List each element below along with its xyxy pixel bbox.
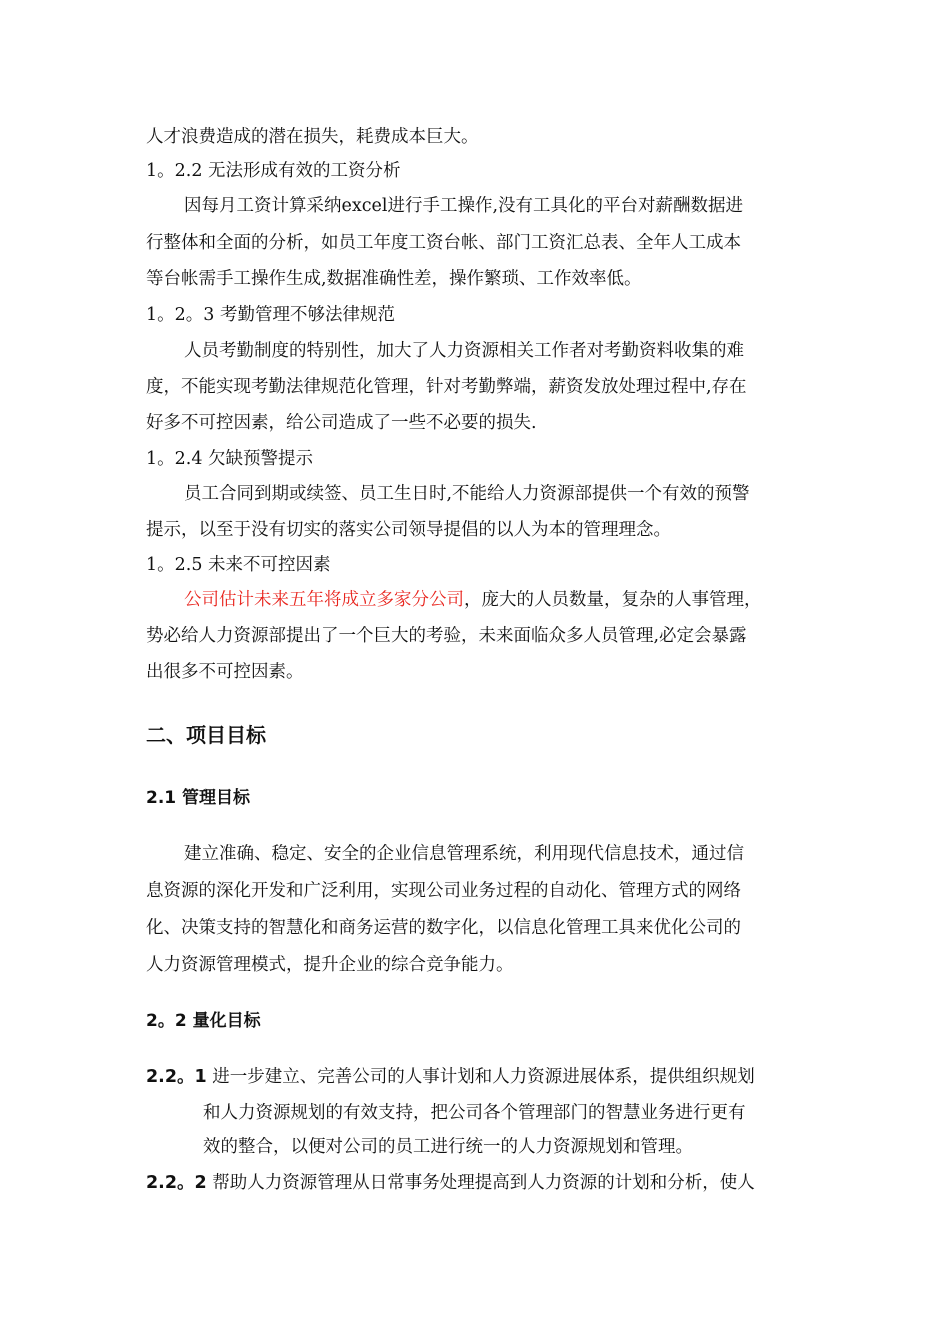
paragraph-line <box>184 589 762 611</box>
paragraph-line: 出很多不可控因素。 <box>146 662 304 682</box>
paragraph-line: 息资源的深化开发和广泛利用，实现公司业务过程的自动化、管理方式的网络 <box>146 881 741 901</box>
numbered-item <box>146 1172 755 1194</box>
paragraph-line: 势必给人力资源部提出了一个巨大的考验，未来面临众多人员管理,必定会暴露 <box>146 626 747 646</box>
paragraph-line: 人员考勤制度的特别性，加大了人力资源相关工作者对考勤资料收集的难 <box>184 341 744 361</box>
numbered-item <box>146 1066 755 1088</box>
paragraph-line: 人才浪费造成的潜在损失，耗费成本巨大。 <box>146 127 479 147</box>
paragraph-line: 因每月工资计算采纳excel进行手工操作,没有工具化的平台对薪酬数据进 <box>184 196 744 216</box>
paragraph-line: 和人力资源规划的有效支持，把公司各个管理部门的智慧业务进行更有 <box>203 1103 746 1123</box>
subsection-heading: 1。2.2 无法形成有效的工资分析 <box>146 161 401 181</box>
section-heading: 二、项目目标 <box>146 723 266 747</box>
paragraph-line: 建立准确、稳定、安全的企业信息管理系统，利用现代信息技术，通过信 <box>184 844 744 864</box>
paragraph-line: 效的整合，以便对公司的员工进行统一的人力资源规划和管理。 <box>203 1137 693 1157</box>
paragraph-line: 化、决策支持的智慧化和商务运营的数字化，以信息化管理工具来优化公司的 <box>146 918 741 938</box>
paragraph-line: 人力资源管理模式，提升企业的综合竞争能力。 <box>146 955 514 975</box>
paragraph-line: 员工合同到期或续签、员工生日时,不能给人力资源部提供一个有效的预警 <box>184 484 750 504</box>
item-number: 2.2。2 <box>146 1173 207 1193</box>
paragraph-line: 行整体和全面的分析，如员工年度工资台帐、部门工资汇总表、全年人工成本 <box>146 233 741 253</box>
paragraph-line: 好多不可控因素，给公司造成了一些不必要的损失. <box>146 413 537 433</box>
paragraph-line: 提示，以至于没有切实的落实公司领导提倡的以人为本的管理理念。 <box>146 520 671 540</box>
subsection-heading: 1。2。3 考勤管理不够法律规范 <box>146 305 395 325</box>
subsection-heading: 1。2.4 欠缺预警提示 <box>146 449 314 469</box>
item-number: 2.2。1 <box>146 1067 207 1087</box>
highlighted-text: 公司估计未来五年将成立多家分公司 <box>184 590 464 610</box>
item-text: 帮助人力资源管理从日常事务处理提高到人力资源的计划和分析，使人 <box>212 1173 755 1193</box>
subsection-heading: 2。2 量化目标 <box>146 1011 261 1031</box>
paragraph-text: ，庞大的人员数量，复杂的人事管理， <box>464 590 762 610</box>
subsection-heading: 2.1 管理目标 <box>146 788 251 808</box>
paragraph-line: 度，不能实现考勤法律规范化管理，针对考勤弊端，薪资发放处理过程中,存在 <box>146 377 747 397</box>
paragraph-line: 等台帐需手工操作生成,数据准确性差，操作繁琐、工作效率低。 <box>146 269 642 289</box>
subsection-heading: 1。2.5 未来不可控因素 <box>146 555 331 575</box>
item-text: 进一步建立、完善公司的人事计划和人力资源进展体系，提供组织规划 <box>212 1067 755 1087</box>
